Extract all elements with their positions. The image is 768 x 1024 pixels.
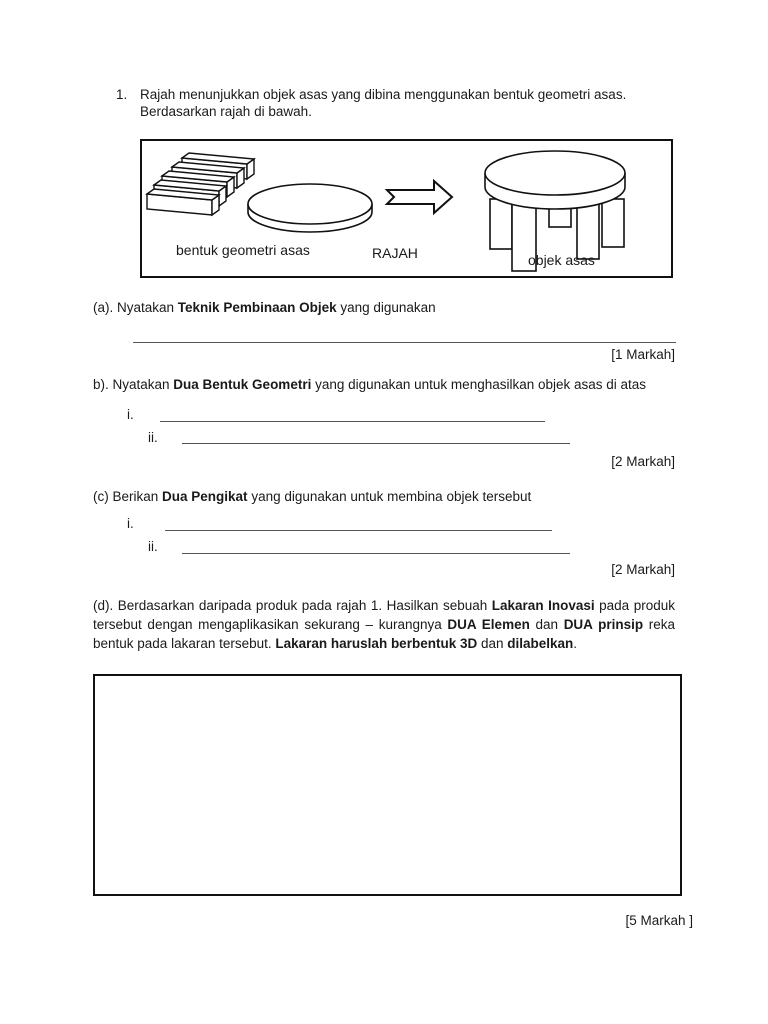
rectangular-blocks-icon xyxy=(147,153,254,215)
part-d-text: . xyxy=(573,636,578,651)
question-number: 1. xyxy=(116,87,128,102)
answer-line-b-ii[interactable] xyxy=(182,443,570,444)
right-arrow-icon xyxy=(387,181,452,213)
part-d-keyword-sketch: Lakaran Inovasi xyxy=(491,598,595,613)
sketch-answer-box[interactable] xyxy=(93,674,682,896)
part-b-text: b). Nyatakan xyxy=(93,377,174,392)
question-text-line1: Rajah menunjukkan objek asas yang dibina menggunakan bentuk geometri asas. xyxy=(140,87,627,102)
answer-line-c-ii[interactable] xyxy=(182,553,570,554)
part-a-text: (a). Nyatakan xyxy=(93,300,178,315)
part-c-keyword: Dua Pengikat xyxy=(162,489,248,504)
part-d-keyword-principles: DUA prinsip xyxy=(563,617,644,632)
part-a-question xyxy=(93,300,436,315)
part-d-keyword-3d: Lakaran haruslah berbentuk 3D xyxy=(275,636,478,651)
marks-d: [5 Markah ] xyxy=(625,913,693,928)
part-d-text: (d). Berdasarkan daripada produk pada rajah 1. Hasilkan sebuah xyxy=(93,598,492,613)
disc-icon xyxy=(248,184,372,232)
part-b-keyword: Dua Bentuk Geometri xyxy=(173,377,312,392)
question-text-line2: Berdasarkan rajah di bawah. xyxy=(140,104,312,119)
label-basic-object: objek asas xyxy=(528,252,595,268)
diagram-figure xyxy=(140,139,673,278)
part-b-question xyxy=(93,377,646,392)
label-basic-shapes: bentuk geometri asas xyxy=(176,242,310,258)
part-d-text: dan xyxy=(529,617,564,632)
part-d-text: pada produk tersebut dengan mengaplikasikan sekurang – kurangnya xyxy=(93,598,675,632)
part-b-item-ii: ii. xyxy=(148,430,158,445)
part-d-question xyxy=(93,596,675,653)
part-b-text-end: yang digunakan untuk menghasilkan objek asas di atas xyxy=(311,377,647,392)
answer-line-a[interactable] xyxy=(133,342,676,343)
part-c-item-i: i. xyxy=(127,516,134,531)
part-b-item-i: i. xyxy=(127,407,134,422)
part-c-text-end: yang digunakan untuk membina objek tersebut xyxy=(247,489,532,504)
part-a-text-end: yang digunakan xyxy=(336,300,436,315)
part-d-keyword-elements: DUA Elemen xyxy=(447,617,530,632)
part-c-item-ii: ii. xyxy=(148,539,158,554)
part-a-keyword: Teknik Pembinaan Objek xyxy=(177,300,337,315)
marks-b: [2 Markah] xyxy=(611,454,675,469)
marks-c: [2 Markah] xyxy=(611,562,675,577)
answer-line-c-i[interactable] xyxy=(165,530,552,531)
answer-line-b-i[interactable] xyxy=(160,421,545,422)
marks-a: [1 Markah] xyxy=(611,347,675,362)
part-d-keyword-labelled: dilabelkan xyxy=(507,636,574,651)
part-d-text: reka bentuk pada lakaran tersebut. xyxy=(93,617,676,651)
part-c-text: (c) Berikan xyxy=(93,489,163,504)
part-c-question xyxy=(93,489,531,504)
label-rajah: RAJAH xyxy=(372,245,418,261)
part-d-text: dan xyxy=(477,636,508,651)
